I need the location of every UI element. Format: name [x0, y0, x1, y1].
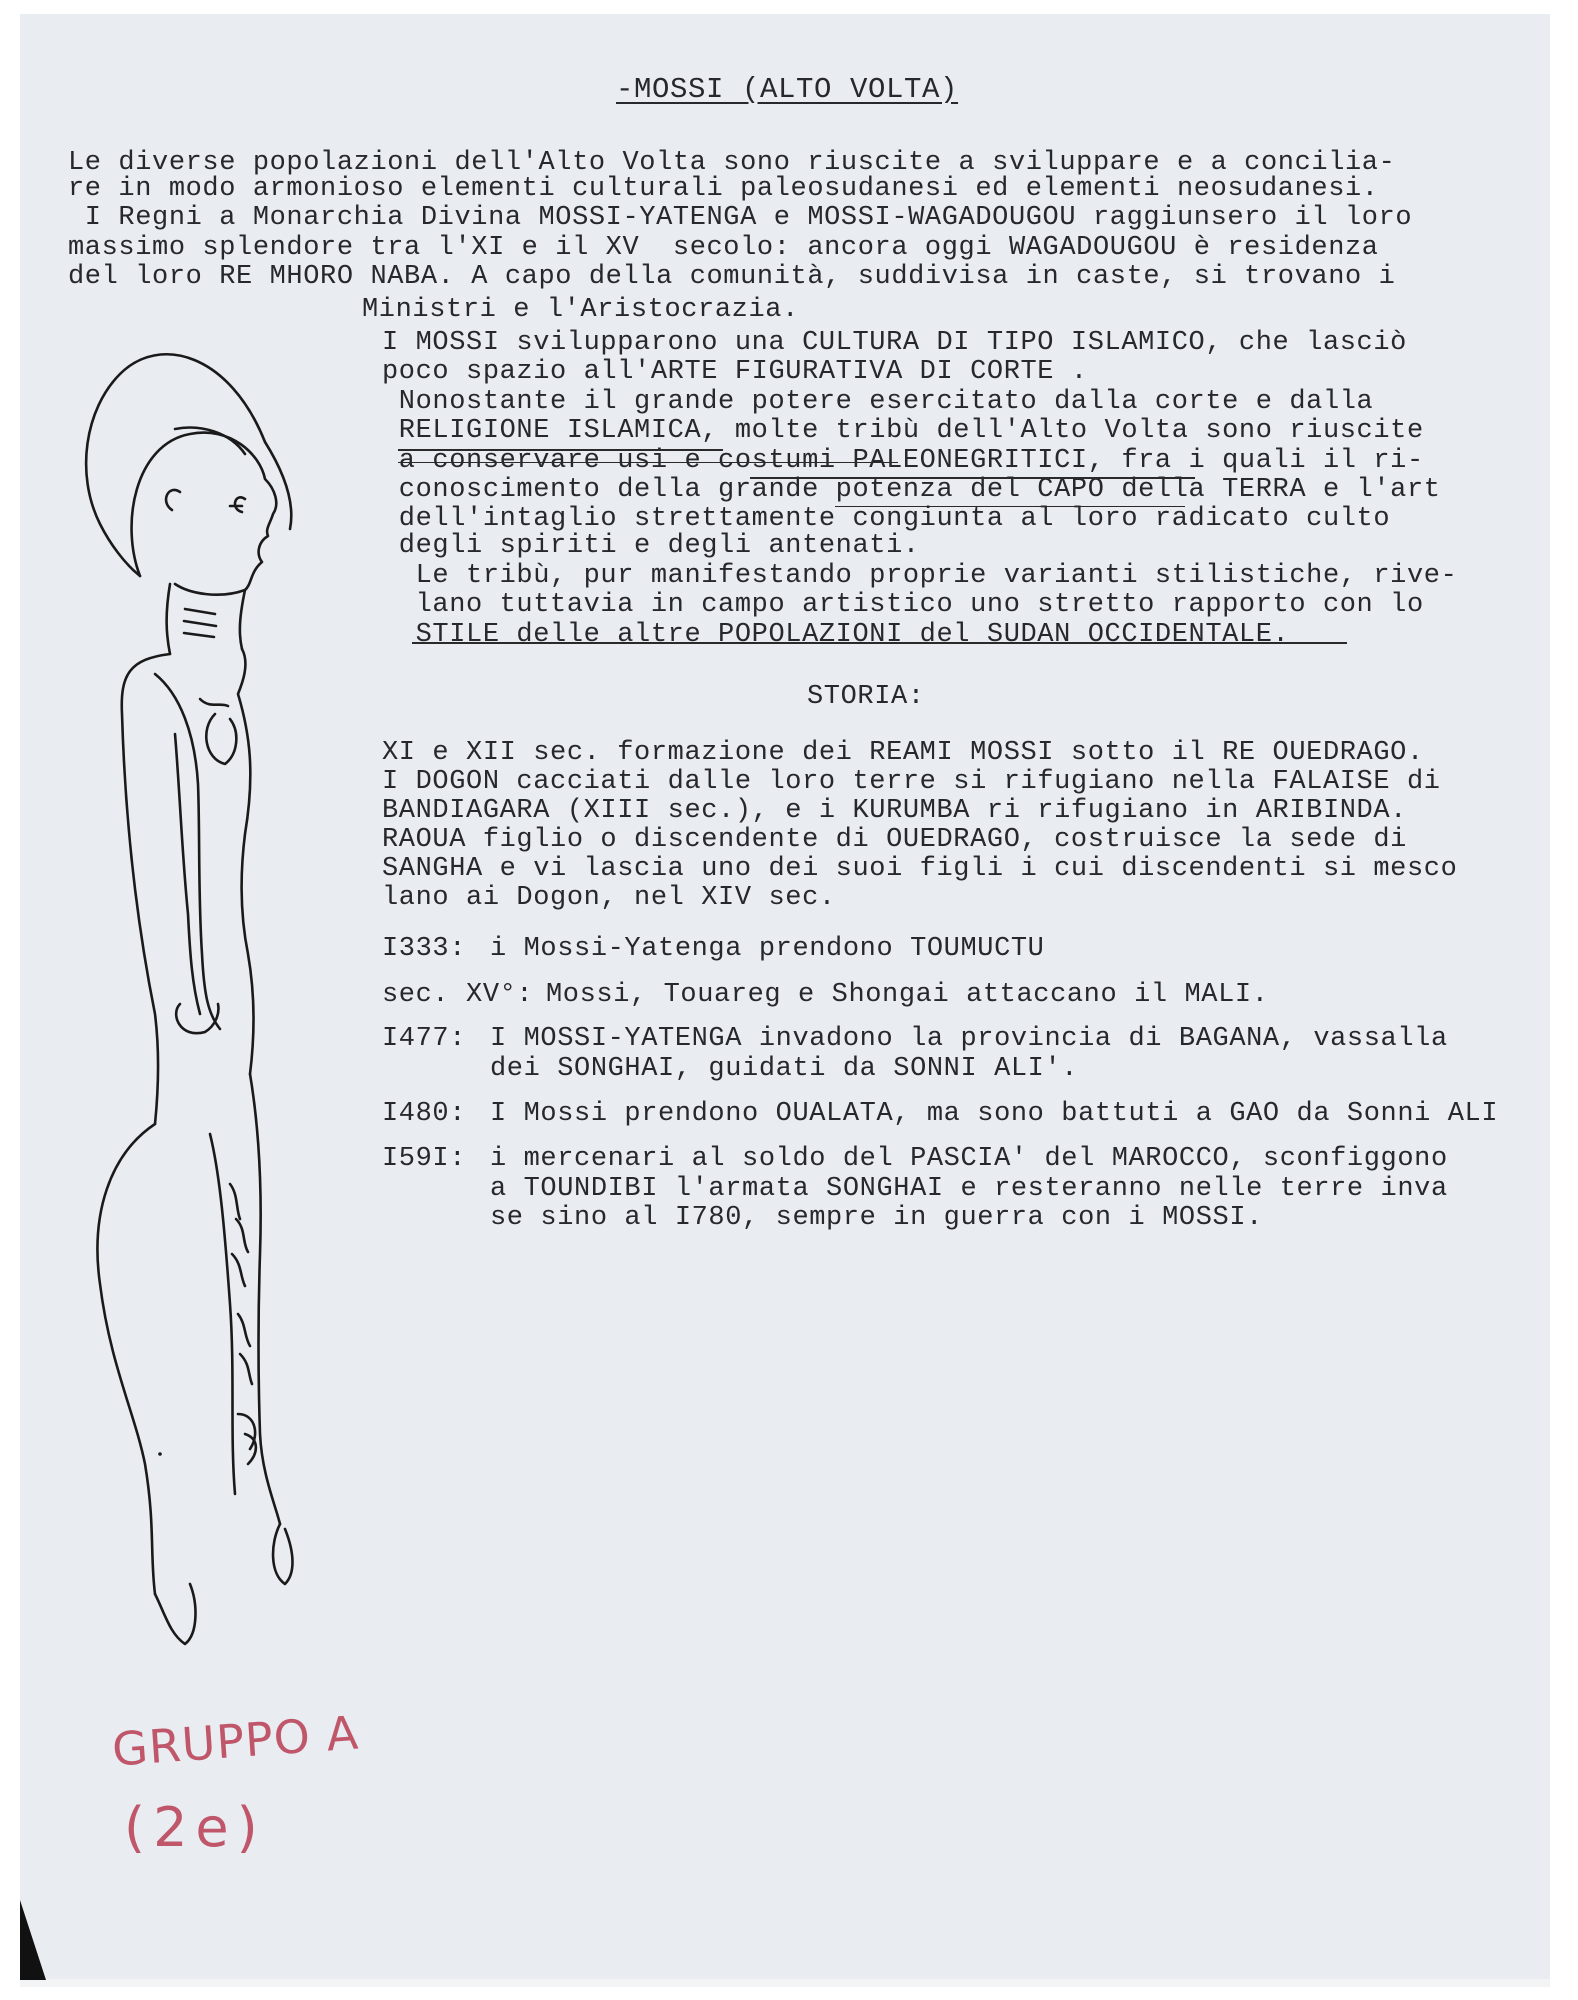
entry-year: I477:	[382, 1024, 467, 1054]
storia-line: lano ai Dogon, nel XIV sec.	[382, 883, 836, 913]
entry-text: I MOSSI-YATENGA invadono la provincia di BAGANA, vassalla	[490, 1024, 1448, 1054]
intro-line: I Regni a Monarchia Divina MOSSI-YATENGA e MOSSI-WAGADOUGOU raggiunsero il loro	[68, 203, 1413, 233]
entry-text: a TOUNDIBI l'armata SONGHAI e resteranno nelle terre inva	[490, 1174, 1448, 1204]
entry-text: i Mossi-Yatenga prendono TOUMUCTU	[490, 934, 1045, 964]
underline	[750, 477, 1195, 479]
intro-line: Le diverse popolazioni dell'Alto Volta sono riuscite a sviluppare e a concilia-	[68, 148, 1396, 178]
underline	[398, 462, 898, 463]
carved-figure-illustration	[80, 314, 400, 1694]
document-page	[20, 14, 1550, 1979]
intro-line: re in modo armonioso elementi culturali paleosudanesi ed elementi neosudanesi.	[68, 174, 1379, 204]
entry-text: se sino al I780, sempre in guerra con i MOSSI.	[490, 1203, 1263, 1233]
entry-year: I480:	[382, 1099, 467, 1129]
storia-line: RAOUA figlio o discendente di OUEDRAGO, costruisce la sede di	[382, 825, 1407, 855]
storia-line: SANGHA e vi lascia uno dei suoi figli i cui discendenti si mesco	[382, 854, 1458, 884]
body-line: degli spiriti e degli antenati.	[382, 531, 920, 561]
body-line: RELIGIONE ISLAMICA, molte tribù dell'Alto Volta sono riuscite	[382, 416, 1424, 446]
entry-text: Mossi, Touareg e Shongai attaccano il MALI.	[546, 980, 1269, 1010]
note-line: GRUPPO A	[110, 1705, 361, 1777]
entry-year: I59I:	[382, 1144, 467, 1174]
intro-line: massimo splendore tra l'XI e il XV secolo: ancora oggi WAGADOUGOU è residenza	[68, 233, 1379, 263]
body-line: poco spazio all'ARTE FIGURATIVA DI CORTE .	[382, 357, 1088, 387]
body-line: conoscimento della grande potenza del CAPO della TERRA e l'art	[382, 475, 1441, 505]
storia-line: XI e XII sec. formazione dei REAMI MOSSI sotto il RE OUEDRAGO.	[382, 738, 1424, 768]
note-line: (2e)	[124, 1796, 266, 1859]
handwritten-note	[110, 1705, 402, 1894]
underline	[835, 506, 1185, 507]
entry-text: I Mossi prendono OUALATA, ma sono battuti a GAO da Sonni ALI	[490, 1099, 1499, 1129]
body-line: Nonostante il grande potere esercitato dalla corte e dalla	[382, 387, 1374, 417]
body-line: dell'intaglio strettamente congiunta al loro radicato culto	[382, 504, 1391, 534]
body-line: Le tribù, pur manifestando proprie varianti stilistiche, rive-	[382, 561, 1458, 591]
intro-line: Ministri e l'Aristocrazia.	[362, 295, 799, 325]
body-line: a conservare usi e costumi PALEONEGRITICI, fra i quali il ri-	[382, 446, 1424, 476]
storia-line: BANDIAGARA (XIII sec.), e i KURUMBA ri rifugiano in ARIBINDA.	[382, 796, 1407, 826]
body-line: STILE delle altre POPOLAZIONI del SUDAN OCCIDENTALE.	[382, 620, 1290, 650]
underline	[412, 642, 1347, 644]
page-edge	[20, 1979, 1550, 1987]
body-line: lano tuttavia in campo artistico uno stretto rapporto con lo	[382, 590, 1424, 620]
body-line: I MOSSI svilupparono una CULTURA DI TIPO ISLAMICO, che lasciò	[382, 328, 1407, 358]
section-title-storia: STORIA:	[807, 682, 925, 712]
intro-line: del loro RE MHORO NABA. A capo della comunità, suddivisa in caste, si trovano i	[68, 262, 1396, 292]
underline	[398, 449, 723, 451]
scan-corner-shadow	[20, 1900, 46, 1980]
entry-year: sec. XV°:	[382, 980, 534, 1010]
page-title: -MOSSI (ALTO VOLTA)	[616, 73, 959, 106]
entry-text: i mercenari al soldo del PASCIA' del MAROCCO, sconfiggono	[490, 1144, 1448, 1174]
entry-text: dei SONGHAI, guidati da SONNI ALI'.	[490, 1054, 1079, 1084]
storia-line: I DOGON cacciati dalle loro terre si rifugiano nella FALAISE di	[382, 767, 1441, 797]
entry-year: I333:	[382, 934, 467, 964]
